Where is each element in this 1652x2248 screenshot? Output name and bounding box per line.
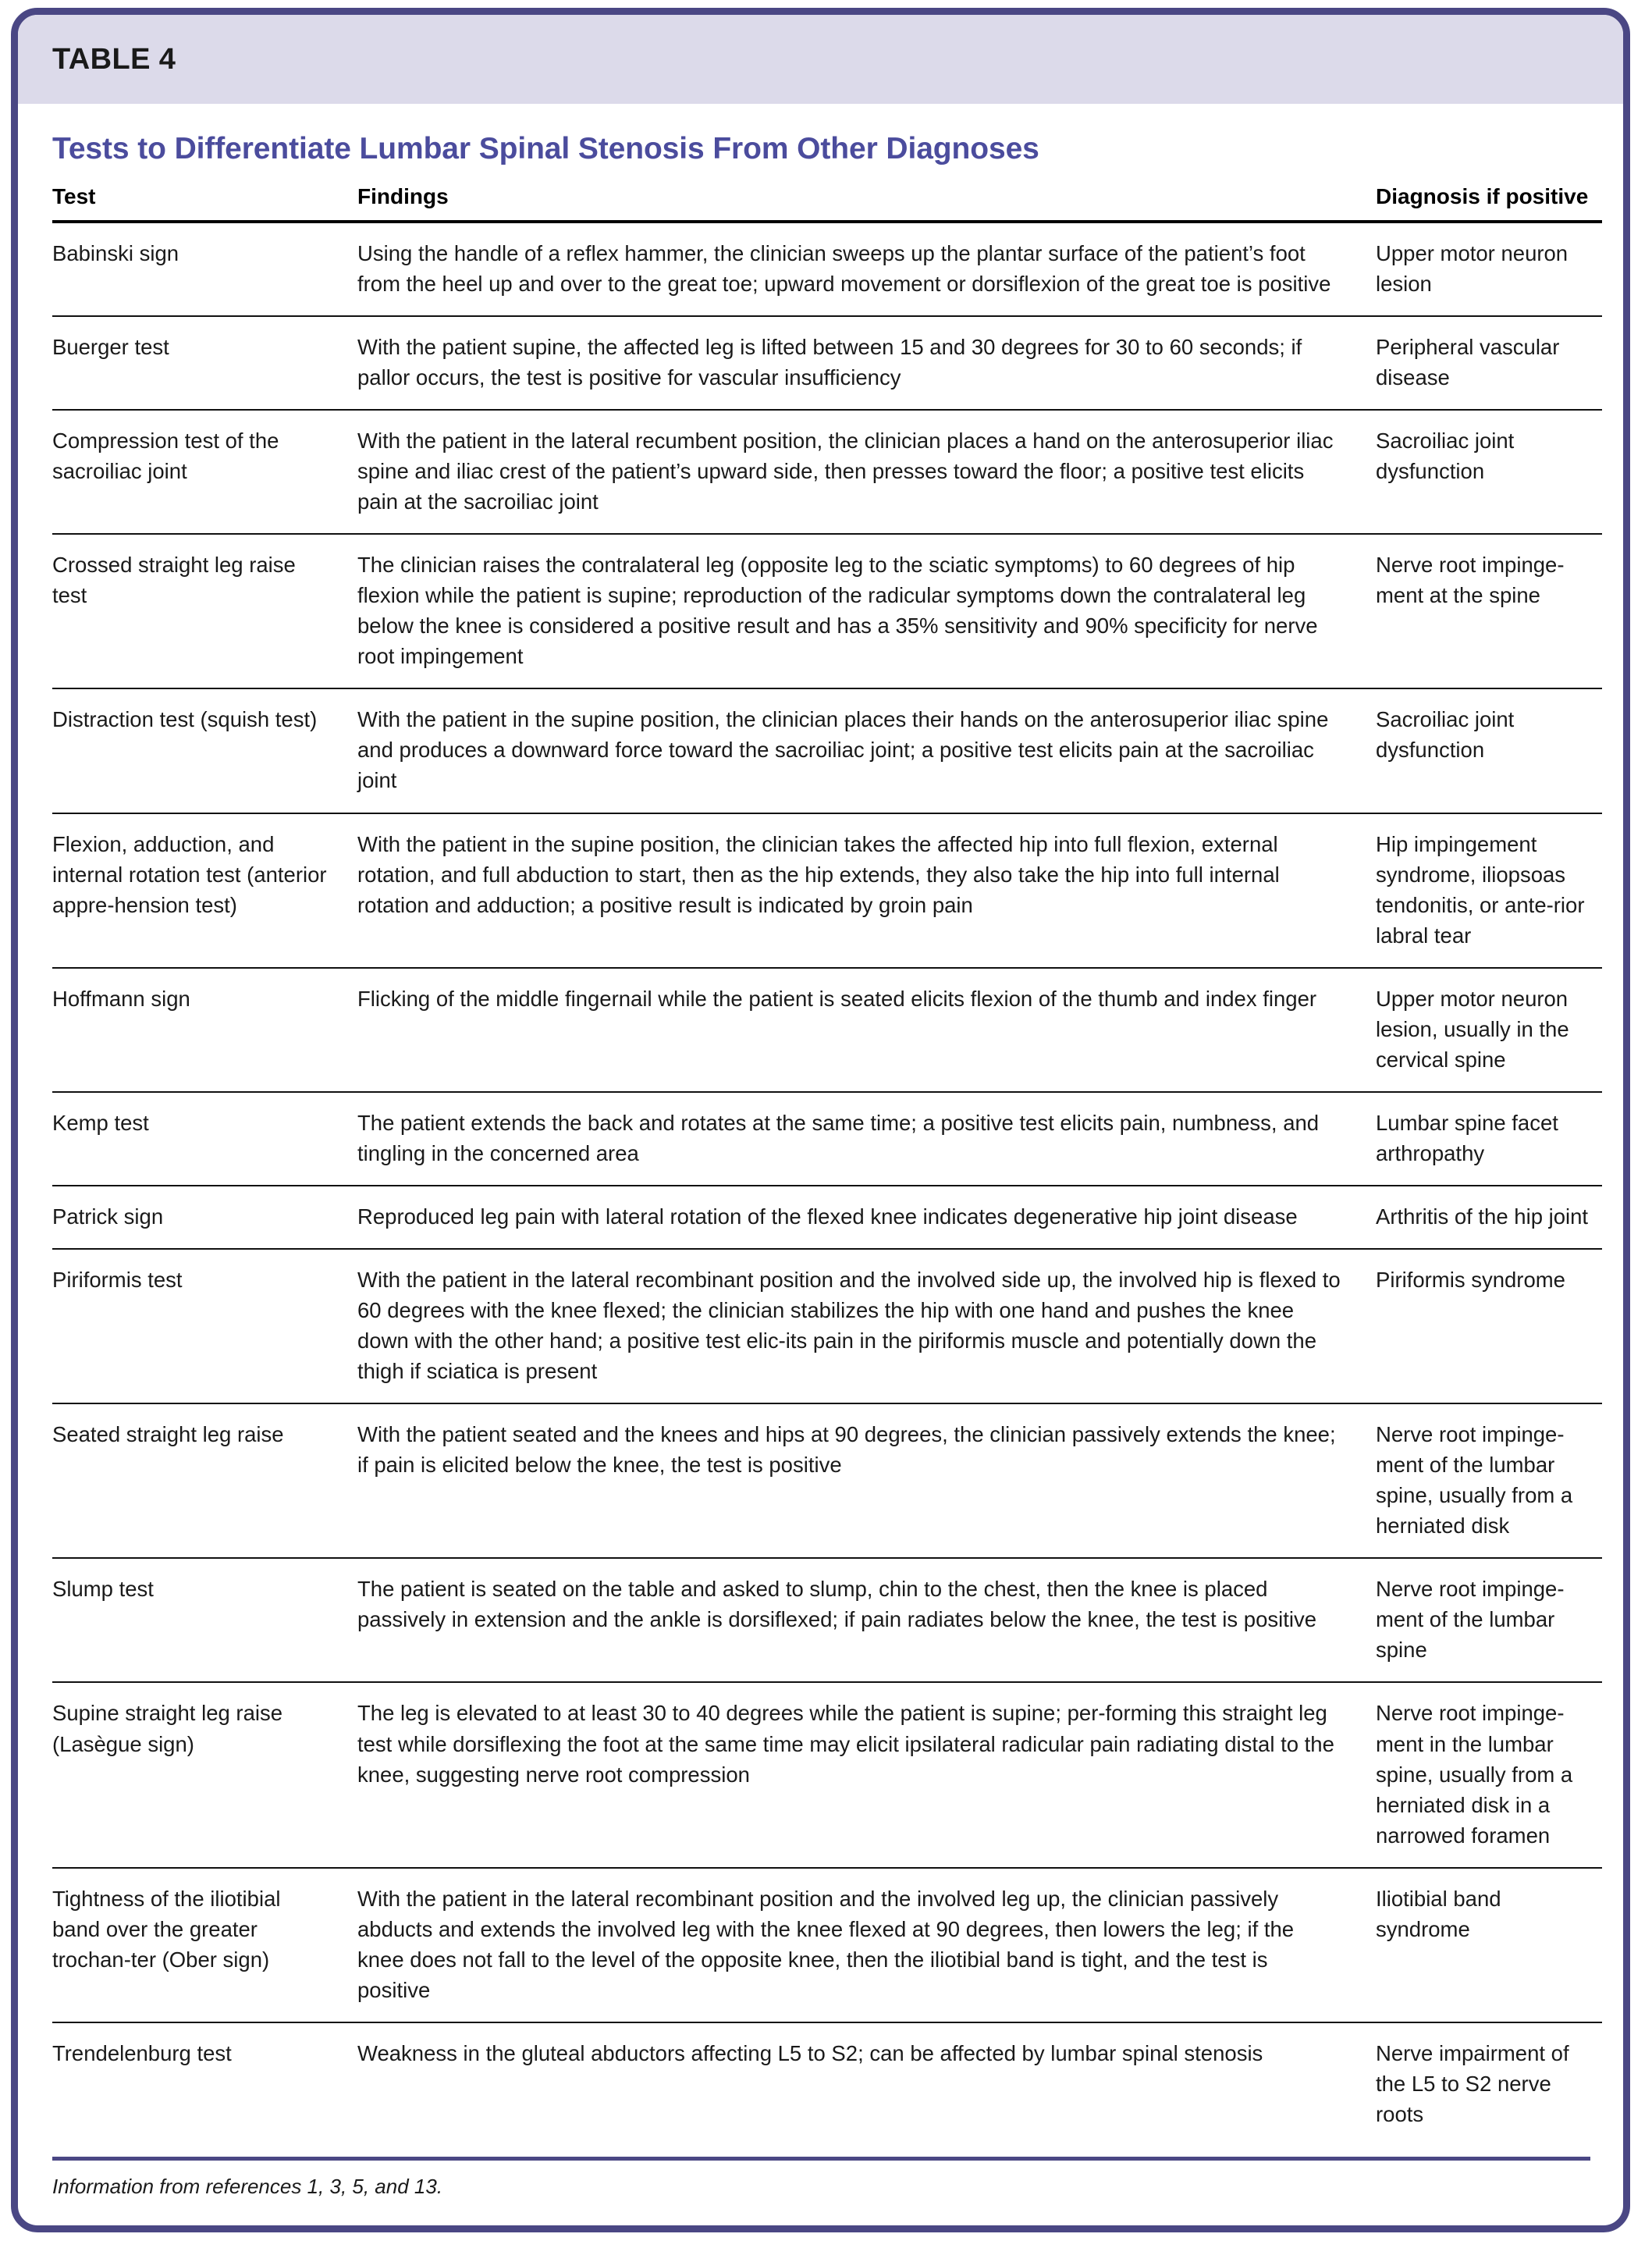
cell-findings: With the patient in the lateral recombinant position and the involved side up, the involved hip is flexed to 60 degrees with the knee flexed; the clinician stabilizes the hip with one hand and pushes the knee down with the other hand; a positive test elic-its pain in the piriformis muscle and potentially down the thigh if sciatica is present [329, 1249, 1355, 1403]
cell-test: Babinski sign [52, 222, 329, 316]
table-row [52, 2022, 1602, 2146]
column-header-diagnosis: Diagnosis if positive [1355, 184, 1602, 222]
cell-diagnosis: Nerve root impinge-ment at the spine [1355, 534, 1602, 688]
cell-diagnosis: Sacroiliac joint dysfunction [1355, 688, 1602, 813]
table-row [52, 968, 1602, 1092]
cell-test: Supine straight leg raise (Lasègue sign) [52, 1682, 329, 1867]
cell-test: Patrick sign [52, 1186, 329, 1249]
cell-test: Crossed straight leg raise test [52, 534, 329, 688]
table-row [52, 1868, 1602, 2022]
table-header-row [52, 184, 1602, 222]
cell-findings: With the patient in the supine position, the clinician places their hands on the anterosuperior iliac spine and produces a downward force toward the sacroiliac joint; a positive test elicits pain at the sacroiliac joint [329, 688, 1355, 813]
cell-diagnosis: Upper motor neuron lesion, usually in the cervical spine [1355, 968, 1602, 1092]
table-number-label: TABLE 4 [52, 42, 176, 76]
cell-test: Piriformis test [52, 1249, 329, 1403]
table-banner [18, 15, 1623, 104]
cell-findings: The patient extends the back and rotates at the same time; a positive test elicits pain, numbness, and tingling in the concerned area [329, 1092, 1355, 1186]
cell-test: Hoffmann sign [52, 968, 329, 1092]
table-body [18, 104, 1623, 2157]
table-card [11, 8, 1630, 2232]
table-row [52, 534, 1602, 688]
column-header-test: Test [52, 184, 329, 222]
cell-test: Slump test [52, 1558, 329, 1682]
table-row [52, 1186, 1602, 1249]
cell-diagnosis: Upper motor neuron lesion [1355, 222, 1602, 316]
cell-findings: Using the handle of a reflex hammer, the clinician sweeps up the plantar surface of the patient’s foot from the heel up and over to the great toe; upward movement or dorsiflexion of the great toe is positive [329, 222, 1355, 316]
cell-findings: Reproduced leg pain with lateral rotation of the flexed knee indicates degenerative hip joint disease [329, 1186, 1355, 1249]
cell-diagnosis: Piriformis syndrome [1355, 1249, 1602, 1403]
cell-test: Flexion, adduction, and internal rotation test (anterior appre-hension test) [52, 813, 329, 968]
column-header-findings: Findings [329, 184, 1355, 222]
source-note: Information from references 1, 3, 5, and 13. [52, 2175, 443, 2198]
cell-diagnosis: Nerve root impinge-ment of the lumbar spine, usually from a herniated disk [1355, 1403, 1602, 1558]
cell-diagnosis: Sacroiliac joint dysfunction [1355, 410, 1602, 534]
table-row [52, 1558, 1602, 1682]
cell-test: Distraction test (squish test) [52, 688, 329, 813]
cell-findings: Flicking of the middle fingernail while the patient is seated elicits flexion of the thumb and index finger [329, 968, 1355, 1092]
cell-diagnosis: Lumbar spine facet arthropathy [1355, 1092, 1602, 1186]
cell-findings: Weakness in the gluteal abductors affecting L5 to S2; can be affected by lumbar spinal stenosis [357, 2040, 1263, 2065]
cell-diagnosis: Hip impingement syndrome, iliopsoas tendonitis, or ante-rior labral tear [1355, 813, 1602, 968]
cell-findings: With the patient in the supine position, the clinician takes the affected hip into full flexion, external rotation, and full abduction to start, then as the hip extends, they also take the hip into full internal rotation and adduction; a positive result is indicated by groin pain [329, 813, 1355, 968]
cell-diagnosis: Nerve root impinge-ment in the lumbar spine, usually from a herniated disk in a narrowed foramen [1355, 1682, 1602, 1867]
cell-findings: With the patient in the lateral recumbent position, the clinician places a hand on the anterosuperior iliac spine and iliac crest of the patient’s upward side, then presses toward the floor; a positive test elicits pain at the sacroiliac joint [329, 410, 1355, 534]
cell-test: Trendelenburg test [52, 2040, 232, 2065]
cell-diagnosis: Iliotibial band syndrome [1355, 1868, 1602, 2022]
table-row [52, 316, 1602, 410]
table-footer [52, 2157, 1590, 2225]
cell-diagnosis: Peripheral vascular disease [1355, 316, 1602, 410]
cell-diagnosis: Arthritis of the hip joint [1355, 1186, 1602, 1249]
table-row [52, 1249, 1602, 1403]
table-row [52, 410, 1602, 534]
table-title: Tests to Differentiate Lumbar Spinal Stenosis From Other Diagnoses [52, 132, 1039, 165]
cell-test: Tightness of the iliotibial band over the greater trochan-ter (Ober sign) [52, 1868, 329, 2022]
table-row [52, 1092, 1602, 1186]
table-row [52, 1403, 1602, 1558]
cell-findings: With the patient seated and the knees and hips at 90 degrees, the clinician passively extends the knee; if pain is elicited below the knee, the test is positive [329, 1403, 1355, 1558]
table-body-rows [52, 222, 1602, 2146]
table-row [52, 1682, 1602, 1867]
table-row [52, 688, 1602, 813]
table-head [52, 184, 1602, 222]
table-row [52, 813, 1602, 968]
cell-findings: With the patient in the lateral recombinant position and the involved leg up, the clinician passively abducts and extends the involved leg with the knee flexed at 90 degrees, then lowers the leg; if the knee does not fall to the level of the opposite knee, then the iliotibial band is tight, and the test is positive [329, 1868, 1355, 2022]
cell-diagnosis: Nerve root impinge-ment of the lumbar spine [1355, 1558, 1602, 1682]
cell-test: Seated straight leg raise [52, 1403, 329, 1558]
cell-findings: With the patient supine, the affected leg is lifted between 15 and 30 degrees for 30 to 60 seconds; if pallor occurs, the test is positive for vascular insufficiency [329, 316, 1355, 410]
cell-findings: The clinician raises the contralateral leg (opposite leg to the sciatic symptoms) to 60 degrees of hip flexion while the patient is supine; reproduction of the radicular symptoms down the contralateral leg below the knee is considered a positive result and has a 35% sensitivity and 90% specificity for nerve root impingement [329, 534, 1355, 688]
cell-findings: The leg is elevated to at least 30 to 40 degrees while the patient is supine; per-forming this straight leg test while dorsiflexing the foot at the same time may elicit ipsilateral radicular pain radiating distal to the knee, suggesting nerve root compression [329, 1682, 1355, 1867]
cell-test: Buerger test [52, 316, 329, 410]
cell-diagnosis: Nerve impairment of the L5 to S2 nerve roots [1376, 2040, 1569, 2126]
cell-test: Kemp test [52, 1092, 329, 1186]
cell-test: Compression test of the sacroiliac joint [52, 410, 329, 534]
table-row [52, 222, 1602, 316]
tests-table [52, 184, 1602, 2146]
cell-findings: The patient is seated on the table and asked to slump, chin to the chest, then the knee is placed passively in extension and the ankle is dorsiflexed; if pain radiates below the knee, the test is positive [329, 1558, 1355, 1682]
